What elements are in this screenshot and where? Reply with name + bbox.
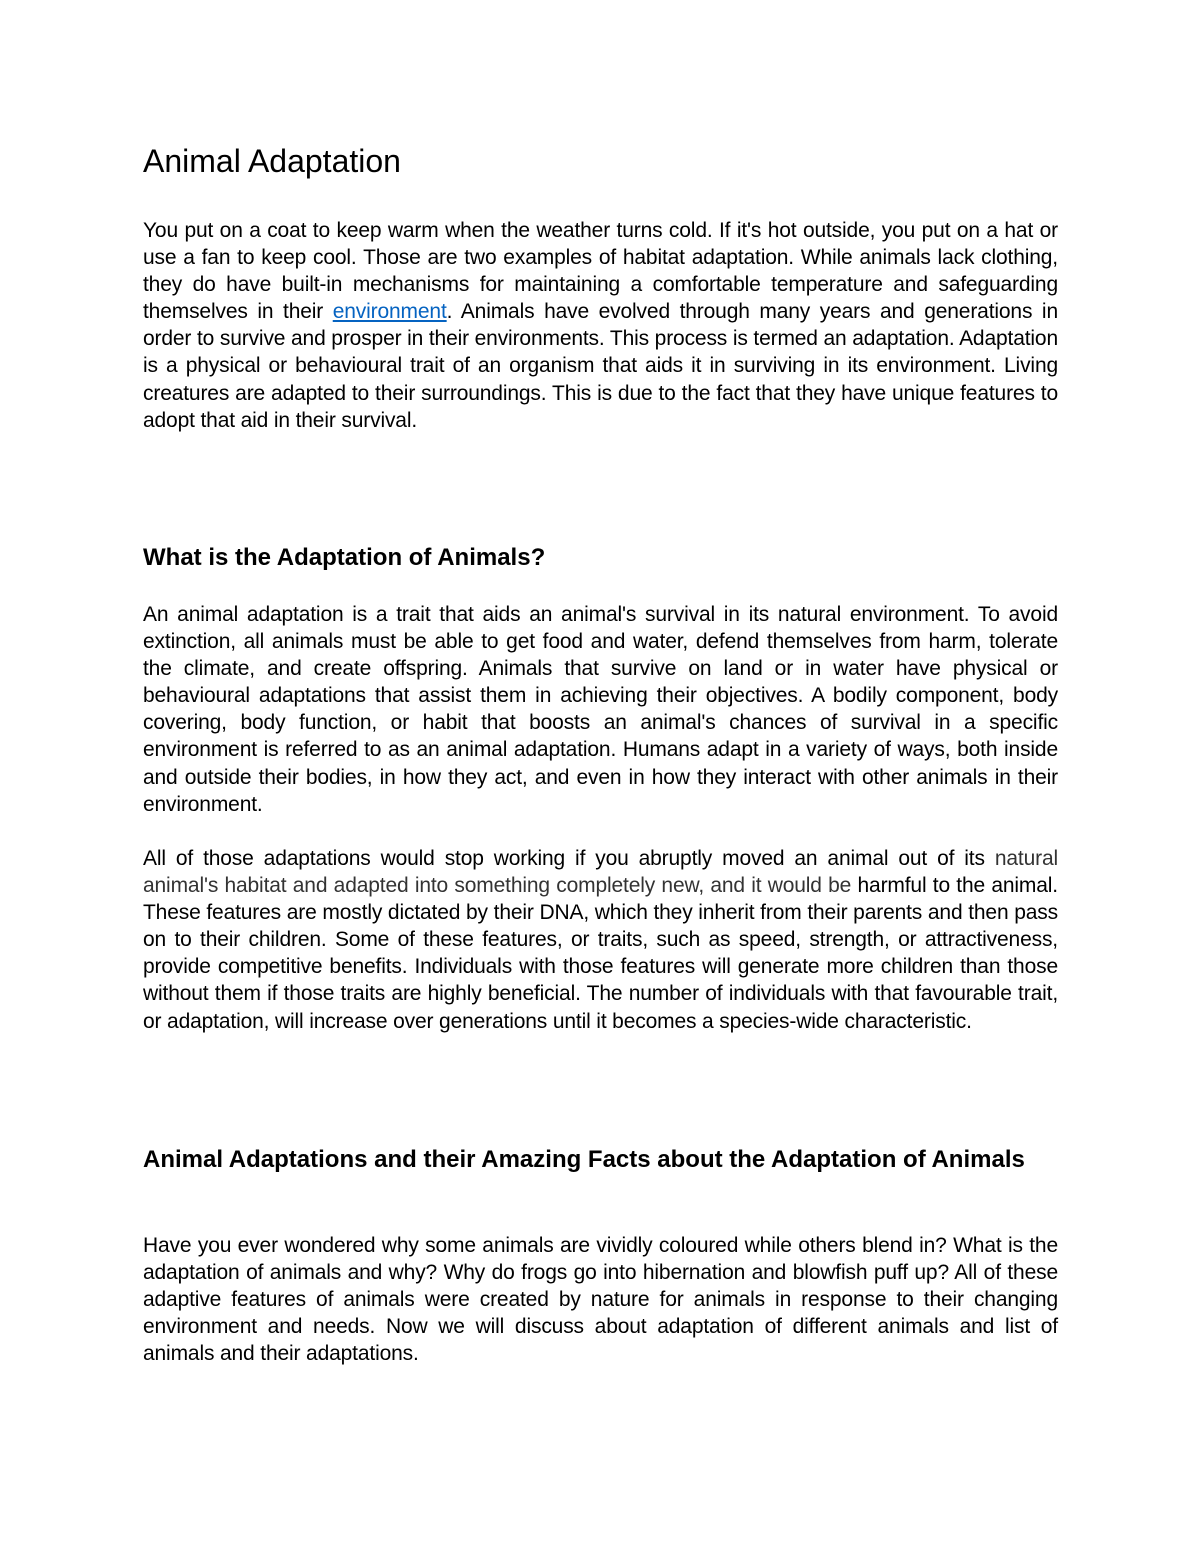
section1-paragraph-2-start: All of those adaptations would stop working if you abruptly moved an animal out of its bbox=[143, 847, 995, 870]
section1-paragraph-2 bbox=[143, 845, 1058, 1035]
intro-paragraph bbox=[143, 217, 1058, 434]
section2-paragraph-1: Have you ever wondered why some animals are vividly coloured while others blend in? What is the adaptation of animals and why? Why do frogs go into hibernation and blowfish puff up? All of these adaptive features of animals were created by nature for animals in response to their changing environment and needs. Now we will discuss about adaptation of different animals and list of animals and their adaptations. bbox=[143, 1234, 1058, 1366]
section1-paragraph-2-end: harmful to the animal. These features are mostly dictated by their DNA, which they inherit from their parents and then pass on to their children. Some of these features, or traits, such as speed, strength, or attractiveness, provide competitive benefits. Individuals with those features will generate more children than those without them if those traits are highly beneficial. The number of individuals with that favourable trait, or adaptation, will increase over generations until it becomes a species-wide characteristic. bbox=[143, 874, 1058, 1033]
section1-paragraph-2-soft-line: natural animal's habitat and adapted into something completely new, and it would be bbox=[143, 847, 1058, 898]
section1-paragraph-1: An animal adaptation is a trait that aids an animal's survival in its natural environment. To avoid extinction, all animals must be able to get food and water, defend themselves from harm, tolerate the climate, and create offspring. Animals that survive on land or in water have physical or behavioural adaptations that assist them in achieving their objectives. A bodily component, body covering, body function, or habit that boosts an animal's chances of survival in a specific environment is referred to as an animal adaptation. Humans adapt in a variety of ways, both inside and outside their bodies, in how they act, and even in how they interact with other animals in their environment. bbox=[143, 603, 1058, 816]
section-heading-adaptation-of-animals: What is the Adaptation of Animals? bbox=[143, 544, 546, 571]
page-title: Animal Adaptation bbox=[143, 143, 401, 179]
intro-text-end: . Animals have evolved through many years and generations in order to survive and prosper in their environments. This process is termed an adaptation. Adaptation is a physical or behavioural trait of an organism that aids it in surviving in its environment. Living creatures are adapted to their surroundings. This is due to the fact that they have unique features to adopt that aid in their survival. bbox=[143, 300, 1058, 432]
environment-link[interactable]: environment bbox=[332, 300, 447, 324]
intro-text-start: You put on a coat to keep warm when the weather turns cold. If it's hot outside, you put on a hat or use a fan to keep cool. Those are two examples of habitat adaptation. While animals lack clothing, they do have built-in mechanisms for maintaining a comfortable temperature and safeguarding themselves in their bbox=[143, 219, 1058, 324]
section-heading-amazing-facts: Animal Adaptations and their Amazing Facts about the Adaptation of Animals bbox=[143, 1146, 1025, 1173]
